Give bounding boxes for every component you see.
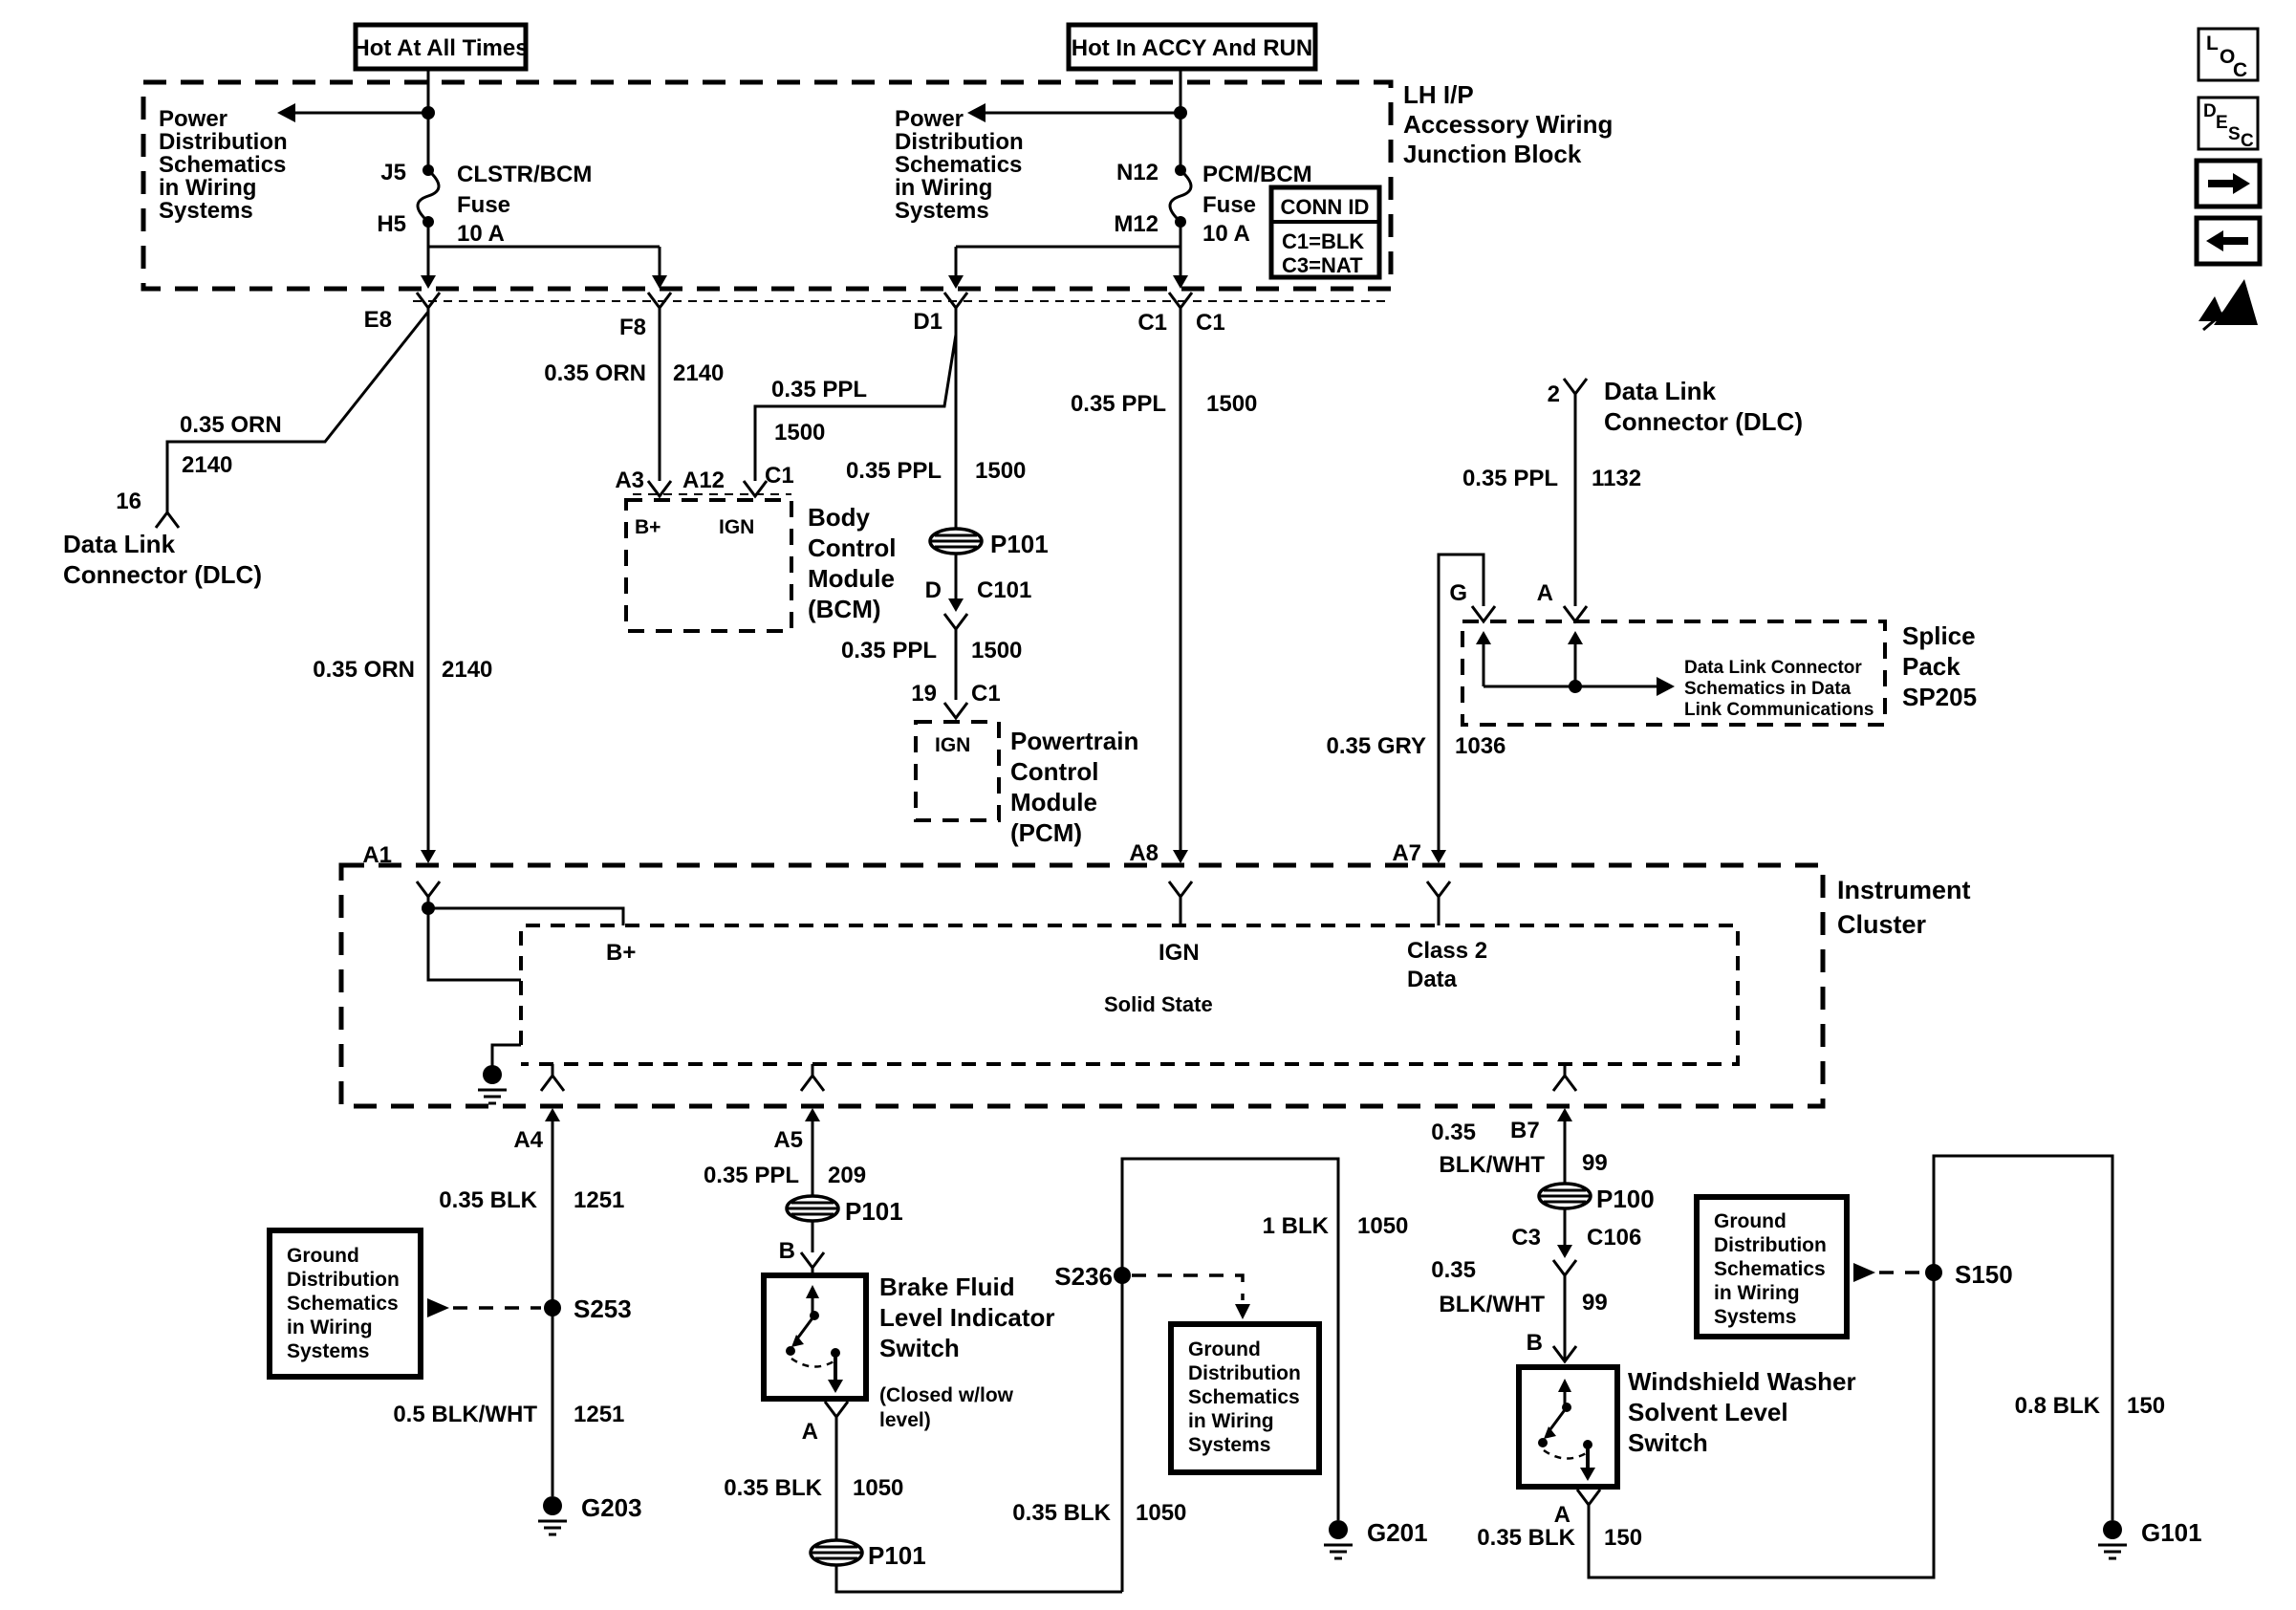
ground-note-r2: Distribution: [1714, 1234, 1827, 1256]
pcm-pin-label: 19: [911, 681, 937, 707]
pin-n12-label: N12: [1116, 160, 1159, 185]
bcm-ign-label: IGN: [719, 516, 755, 538]
sp205-note-1: Data Link Connector: [1684, 658, 1862, 678]
splice-s253-icon: [544, 1299, 561, 1316]
bcm-module: [626, 500, 896, 631]
pcm-name-1: Powertrain: [1010, 727, 1139, 755]
conn-c1-label: C1: [1196, 310, 1225, 336]
branch-d1-size: 0.35 PPL: [771, 377, 868, 402]
cluster-ign-label: IGN: [1159, 940, 1200, 966]
pcm-name-2: Control: [1010, 757, 1099, 786]
brake-switch-name-2: Level Indicator: [879, 1303, 1055, 1332]
ground-note-r4: in Wiring: [1714, 1282, 1800, 1304]
brake-switch-symbol-icon: [786, 1285, 843, 1393]
brake-switch-note-1: (Closed w/low: [879, 1384, 1014, 1406]
power-note-left-3: Schematics: [159, 152, 287, 178]
ground-note-r3: Schematics: [1714, 1258, 1826, 1280]
brake-switch-note-2: level): [879, 1409, 931, 1431]
power-note-right-3: Schematics: [895, 152, 1023, 178]
pin-a5-label: A5: [773, 1127, 803, 1153]
brake-switch-name-3: Switch: [879, 1334, 960, 1362]
center-ground-path: [1012, 1159, 1427, 1592]
power-note-left-2: Distribution: [159, 129, 288, 155]
wire-b7-color: BLK/WHT: [1439, 1152, 1545, 1178]
dlc2-sp205: [1327, 377, 1978, 866]
dlc16-name-1: Data Link: [63, 530, 176, 558]
b7-wire2-circuit: 99: [1582, 1290, 1608, 1316]
splice-s150-icon: [1925, 1264, 1942, 1281]
dlc2-wire-size: 0.35 PPL: [1462, 466, 1558, 491]
center-wire-right-size: 1 BLK: [1262, 1213, 1329, 1239]
splice-p101-bottom-icon: [811, 1540, 862, 1565]
cluster-ground-icon: [478, 1045, 521, 1103]
feed-hot-in-accy-run: [895, 25, 1315, 283]
loc-button[interactable]: [2199, 29, 2258, 81]
arrow-right-icon: [2233, 173, 2250, 194]
pin-b7-label: B7: [1510, 1118, 1540, 1143]
power-dist-arrow-left2-icon: [967, 103, 986, 122]
ground-note-r1: Ground: [1714, 1210, 1787, 1232]
ground-note-l5: Systems: [287, 1340, 370, 1362]
conn-id-row2: C3=NAT: [1282, 253, 1363, 277]
conn-bcm-c1-label: C1: [765, 463, 794, 489]
conn-id-row1: C1=BLK: [1282, 229, 1365, 253]
washer-pin-a-label: A: [1553, 1502, 1570, 1528]
splice-p101-top-label: P101: [990, 530, 1049, 558]
wire-gry-size: 0.35 GRY: [1326, 733, 1426, 759]
a5-wire1-circuit: 209: [828, 1163, 867, 1188]
cluster-class2-label-1: Class 2: [1407, 938, 1488, 964]
jb-connectors: [364, 275, 1225, 340]
fuse-clstr-bcm: [377, 160, 592, 247]
sp205-note-3: Link Communications: [1684, 700, 1874, 720]
cluster-name-1: Instrument: [1837, 876, 1971, 904]
dlc2-pin: 2: [1547, 381, 1560, 407]
ground-note-c1: Ground: [1188, 1338, 1261, 1360]
right-wire-size: 0.8 BLK: [2014, 1393, 2100, 1419]
sp205-pin-g-label: G: [1449, 580, 1467, 606]
fuse-pcm-name: PCM/BCM: [1202, 162, 1312, 187]
fuse-clstr-word: Fuse: [457, 192, 511, 218]
wire-d1-pcm: [841, 308, 1049, 718]
pcm-name-3: Module: [1010, 788, 1097, 816]
branch-d1-circuit: 1500: [774, 420, 826, 446]
pin-c1-label: C1: [1137, 310, 1167, 336]
a5-wire2-size: 0.35 BLK: [724, 1475, 822, 1501]
ground-note-r5: Systems: [1714, 1306, 1797, 1328]
b7-wire3-size: 0.35 BLK: [1477, 1525, 1575, 1551]
washer-pin-b-label: B: [1526, 1330, 1543, 1356]
dlc2-wire-circuit: 1132: [1592, 466, 1642, 491]
bcm-name-1: Body: [808, 503, 870, 532]
bcm-name-4: (BCM): [808, 595, 881, 623]
cluster-name-2: Cluster: [1837, 910, 1927, 939]
junction-block-name: [1403, 80, 1613, 168]
power-note-right-4: in Wiring: [895, 175, 993, 201]
desc-letter-4: C: [2241, 131, 2254, 151]
prev-page-button[interactable]: [2197, 218, 2260, 264]
sp205-name-2: Pack: [1902, 652, 1960, 681]
wire-d1-size: 0.35 PPL: [845, 458, 942, 484]
pcm-conn-label: C1: [971, 681, 1001, 707]
power-note-right-5: Systems: [895, 198, 989, 224]
washer-switch-symbol-icon: [1538, 1379, 1595, 1481]
power-note-left-1: Power: [159, 106, 228, 132]
ground-note-l1: Ground: [287, 1245, 359, 1267]
washer-switch-name-3: Switch: [1628, 1428, 1708, 1457]
dlc2-name-2: Connector (DLC): [1604, 407, 1803, 436]
cluster-exit-b7: [1431, 1064, 1607, 1178]
ground-g201-icon: [1324, 1520, 1353, 1558]
a5-wire1-size: 0.35 PPL: [703, 1163, 799, 1188]
pin-a7-label: A7: [1392, 840, 1421, 866]
s150-lead-arrow-icon: [1853, 1263, 1875, 1282]
sp205-note-arrow-icon: [1657, 677, 1675, 696]
power-dist-arrow-left-icon: [277, 103, 295, 122]
desc-button[interactable]: [2199, 98, 2258, 151]
pin-d1-label: D1: [913, 309, 942, 335]
ground-note-l2: Distribution: [287, 1269, 400, 1291]
pcm-name-4: (PCM): [1010, 818, 1083, 847]
pin-a12-label: A12: [682, 468, 726, 493]
a5-wire2-circuit: 1050: [853, 1475, 904, 1501]
splice-p100-icon: [1539, 1184, 1591, 1208]
ground-note-l3: Schematics: [287, 1293, 399, 1315]
b7-wire2-color: BLK/WHT: [1439, 1292, 1545, 1317]
wire-gry-circuit: 1036: [1455, 733, 1506, 759]
ground-note-c2: Distribution: [1188, 1362, 1301, 1384]
c101-pin-label: D: [924, 577, 942, 603]
ground-g201-label: G201: [1367, 1518, 1428, 1547]
a4-wire2-size: 0.5 BLK/WHT: [393, 1402, 537, 1427]
a4-wire2-circuit: 1251: [574, 1402, 625, 1427]
dlc16-wire-circuit: 2140: [182, 452, 233, 478]
splice-s150-label: S150: [1955, 1260, 2013, 1289]
wire-d1-circuit: 1500: [975, 458, 1027, 484]
desc-letter-2: E: [2216, 113, 2228, 133]
dlc16-wire-size: 0.35 ORN: [180, 412, 282, 438]
wire-dlc16-branch: [63, 312, 428, 589]
sp205-note-2: Schematics in Data: [1684, 679, 1852, 699]
fuse-clstr-rating: 10 A: [457, 221, 505, 247]
wire-pcm-circuit: 1500: [971, 638, 1023, 664]
power-note-right-2: Distribution: [895, 129, 1024, 155]
conn-id-title: CONN ID: [1280, 195, 1370, 219]
pin-a3-label: A3: [615, 468, 644, 493]
s253-lead-arrow-icon: [427, 1298, 449, 1317]
center-wire-left-circuit: 1050: [1136, 1500, 1187, 1526]
power-note-left-4: in Wiring: [159, 175, 257, 201]
splice-s236-icon: [1114, 1267, 1131, 1284]
wire-pcm-size: 0.35 PPL: [840, 638, 937, 664]
cluster-class2-label-2: Data: [1407, 967, 1458, 992]
a4-wire1-size: 0.35 BLK: [439, 1187, 537, 1213]
c106-pin-label: C3: [1511, 1225, 1541, 1251]
jb-name-3: Junction Block: [1403, 140, 1582, 168]
bcm-name-2: Control: [808, 533, 897, 562]
cluster-bplus-label: B+: [606, 940, 637, 966]
loc-letter-1: L: [2206, 33, 2219, 54]
power-note-right-1: Power: [895, 106, 964, 132]
splice-s253-label: S253: [574, 1295, 632, 1323]
nav-panel: [2197, 29, 2260, 330]
dlc16-pin: 16: [116, 489, 141, 514]
sp205-pin-a-label: A: [1536, 580, 1553, 606]
b7-wire2-size: 0.35: [1431, 1257, 1476, 1283]
bcm-bplus-label: B+: [635, 516, 661, 538]
jb-name-2: Accessory Wiring: [1403, 110, 1614, 139]
wire-e8-a1: [313, 308, 492, 868]
fuse-pcm-rating: 10 A: [1202, 221, 1250, 247]
wire-b7-size: 0.35: [1431, 1120, 1476, 1145]
brake-pin-a-label: A: [801, 1419, 818, 1445]
hot-in-accy-label: Hot In ACCY And RUN: [1071, 35, 1313, 61]
next-page-button[interactable]: [2197, 161, 2260, 207]
c106-conn-label: C106: [1587, 1225, 1642, 1251]
pin-h5-label: H5: [377, 211, 406, 237]
splice-p101-bottom-label: P101: [868, 1541, 926, 1570]
arrow-left-icon: [2206, 230, 2223, 251]
wire-f8-size: 0.35 ORN: [544, 360, 646, 386]
splice-p100-label: P100: [1596, 1185, 1655, 1213]
ground-note-c5: Systems: [1188, 1434, 1271, 1456]
feed-hot-at-all-times: [159, 25, 660, 283]
hot-at-all-times-label: Hot At All Times: [353, 35, 529, 61]
wire-f8-circuit: 2140: [673, 360, 725, 386]
center-wire-left-size: 0.35 BLK: [1012, 1500, 1111, 1526]
sp205-name-3: SP205: [1902, 683, 1978, 711]
ground-g203-icon: [538, 1496, 567, 1534]
splice-s236-label: S236: [1054, 1262, 1113, 1291]
bcm-name-3: Module: [808, 564, 895, 593]
ground-g203-label: G203: [581, 1493, 642, 1522]
splice-p101-a5-icon: [787, 1196, 838, 1221]
fuse-clstr-name: CLSTR/BCM: [457, 162, 593, 187]
instrument-cluster: [341, 865, 1971, 1178]
pin-m12-label: M12: [1114, 211, 1159, 237]
pcm-module: [916, 722, 1138, 847]
ground-note-c4: in Wiring: [1188, 1410, 1274, 1432]
brake-switch-name-1: Brake Fluid: [879, 1273, 1015, 1301]
a4-wire1-circuit: 1251: [574, 1187, 625, 1213]
wire-c1-size: 0.35 PPL: [1070, 391, 1166, 417]
pin-a4-label: A4: [513, 1127, 543, 1153]
conn-id-table: [1271, 187, 1379, 277]
c101-conn-label: C101: [977, 577, 1032, 603]
pin-f8-label: F8: [618, 315, 646, 340]
wire-e8-circuit: 2140: [442, 657, 493, 683]
pcm-ign-label: IGN: [935, 734, 971, 756]
cluster-solid-state-label: Solid State: [1104, 992, 1213, 1016]
fuse-pcm-word: Fuse: [1202, 192, 1257, 218]
wire-c1-circuit: 1500: [1206, 391, 1258, 417]
ground-note-c3: Schematics: [1188, 1386, 1300, 1408]
pin-e8-label: E8: [363, 307, 392, 333]
dlc16-name-2: Connector (DLC): [63, 560, 262, 589]
pin-j5-label: J5: [380, 160, 406, 185]
loc-letter-2: O: [2220, 46, 2236, 68]
ground-g101-label: G101: [2141, 1518, 2202, 1547]
pin-a1-label: A1: [362, 842, 392, 868]
esd-warning-icon: [2199, 279, 2258, 330]
power-note-left-5: Systems: [159, 198, 253, 224]
brake-pin-b-label: B: [778, 1238, 795, 1264]
splice-p101-a5-label: P101: [845, 1197, 903, 1226]
jb-name-1: LH I/P: [1403, 80, 1474, 109]
washer-switch-name-1: Windshield Washer: [1628, 1367, 1856, 1396]
pin-a8-label: A8: [1129, 840, 1159, 866]
center-wire-right-circuit: 1050: [1357, 1213, 1409, 1239]
column-b7-washer: [1431, 1121, 2112, 1577]
ground-g101-icon: [2098, 1520, 2127, 1558]
washer-switch-box: [1519, 1367, 1617, 1487]
wire-b7-circuit: 99: [1582, 1150, 1608, 1176]
wire-e8-size: 0.35 ORN: [313, 657, 415, 683]
b7-wire3-circuit: 150: [1604, 1525, 1643, 1551]
s236-lead-arrow-icon: [1235, 1304, 1250, 1319]
sp205-name-1: Splice: [1902, 621, 1976, 650]
ground-note-l4: in Wiring: [287, 1316, 373, 1338]
column-a4-ground: [270, 1121, 642, 1534]
desc-letter-3: S: [2228, 124, 2241, 144]
right-wire-circuit: 150: [2127, 1393, 2166, 1419]
washer-switch-name-2: Solvent Level: [1628, 1398, 1788, 1426]
splice-p101-top-icon: [930, 529, 982, 554]
dlc2-name-1: Data Link: [1604, 377, 1717, 405]
desc-letter-1: D: [2203, 101, 2217, 121]
loc-letter-3: C: [2233, 59, 2248, 81]
